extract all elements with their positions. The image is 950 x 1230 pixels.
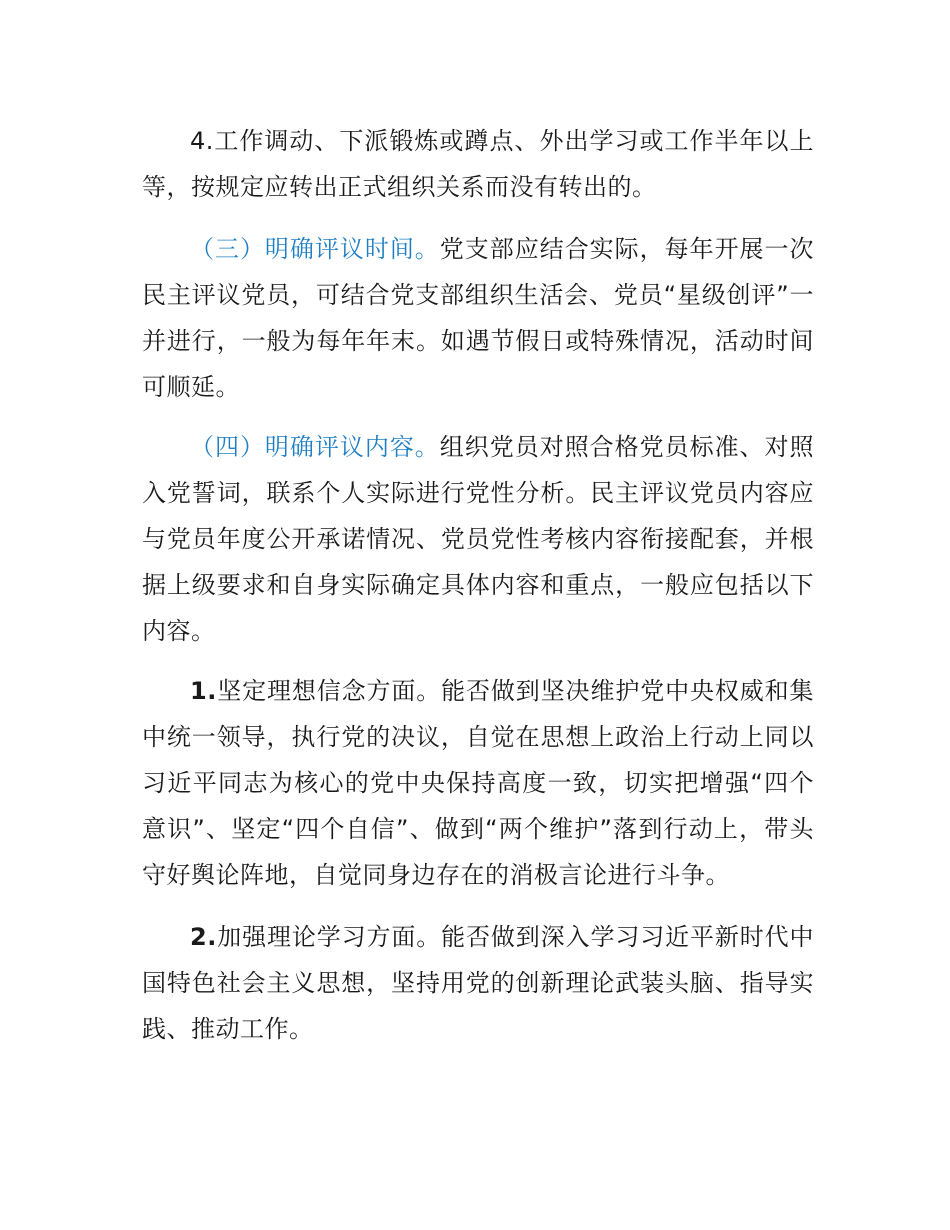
item-2-text: 加强理论学习方面。能否做到深入学习习近平新时代中国特色社会主义思想，坚持用党的创新理论武装头脑、指导实践、推动工作。 [142,923,814,1043]
document-body [142,118,814,1068]
section-3-text: 党支部应结合实际，每年开展一次民主评议党员，可结合党支部组织生活会、党员“星级创评”一并进行，一般为每年年末。如遇节假日或特殊情况，活动时间可顺延。 [142,235,815,401]
item-2-number: 2. [190,923,217,951]
paragraph-item-4: 4.工作调动、下派锻炼或蹲点、外出学习或工作半年以上等，按规定应转出正式组织关系而没有转出的。 [142,127,814,201]
paragraph-item-1 [142,668,814,898]
paragraph-section-4 [142,424,814,654]
item-1-text: 坚定理想信念方面。能否做到坚决维护党中央权威和集中统一领导，执行党的决议，自觉在思想上政治上行动上同以习近平同志为核心的党中央保持高度一致，切实把增强“四个意识”、坚定“四个自信”、做到“两个维护”落到行动上，带头守好舆论阵地，自觉同身边存在的消极言论进行斗争。 [142,677,814,889]
item-1-number: 1. [190,677,217,705]
section-3-heading: （三）明确评议时间。 [190,235,440,263]
paragraph-item-2 [142,914,814,1052]
section-4-text: 组织党员对照合格党员标准、对照入党誓词，联系个人实际进行党性分析。民主评议党员内容应与党员年度公开承诺情况、党员党性考核内容衔接配套，并根据上级要求和自身实际确定具体内容和重点，一般应包括以下内容。 [142,433,815,645]
section-4-heading: （四）明确评议内容。 [190,433,440,461]
paragraph-section-3 [142,226,814,410]
